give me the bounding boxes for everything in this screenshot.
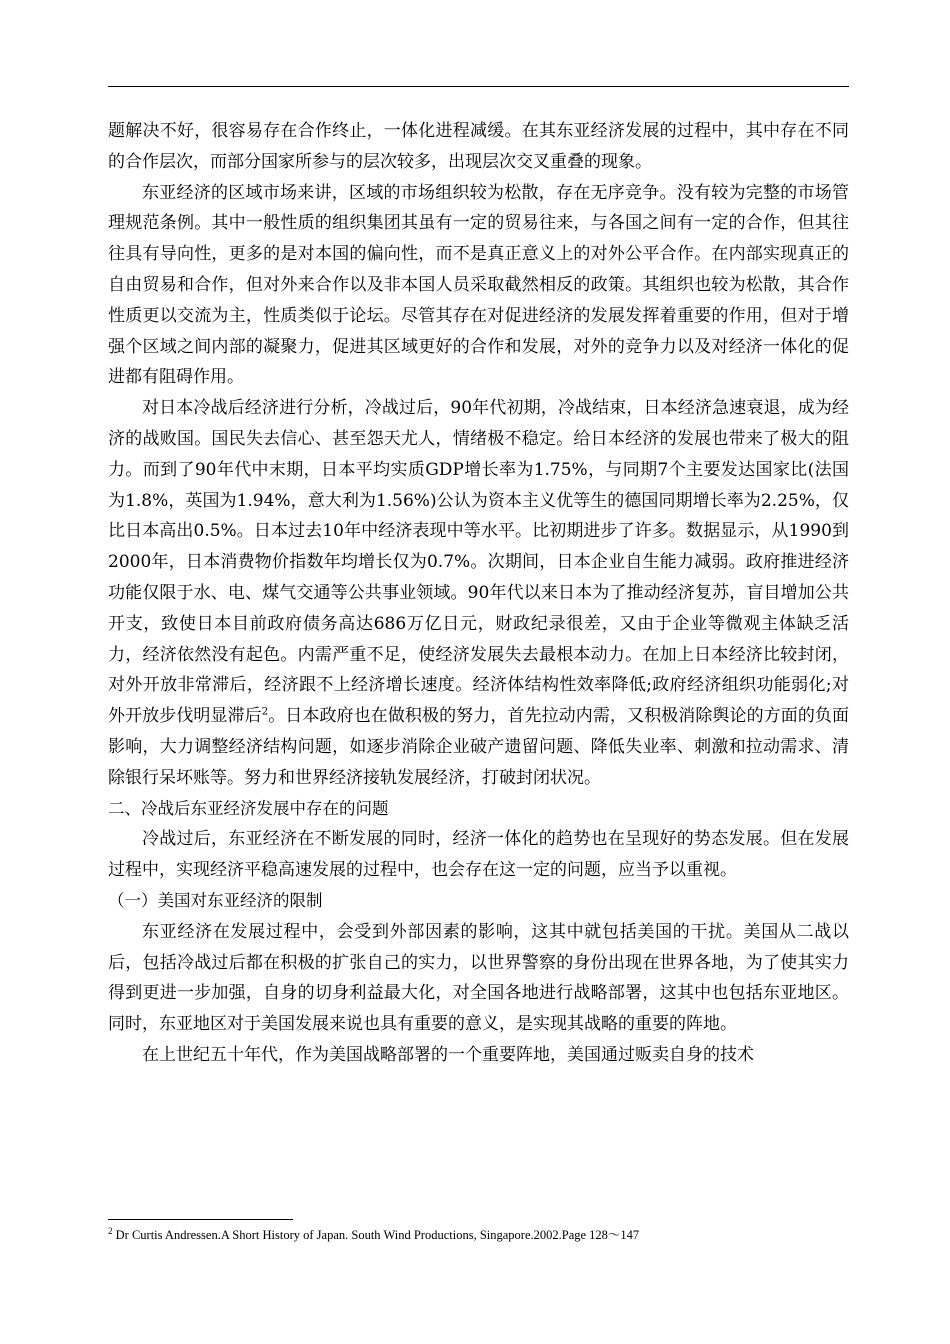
paragraph-continuation: 题解决不好，很容易存在合作终止，一体化进程减缓。在其东亚经济发展的过程中，其中存在不同的合作层次，而部分国家所参与的层次较多，出现层次交叉重叠的现象。 [108,121,849,172]
section-heading: 二、冷战后东亚经济发展中存在的问题 [108,798,389,818]
paragraph-regional-market: 东亚经济的区域市场来讲，区域的市场组织较为松散，存在无序竞争。没有较为完整的市场管理规范条例。其中一般性质的组织集团其虽有一定的贸易往来，与各国之间有一定的合作，但其往往具有导向性，更多的是对本国的偏向性，而不是真正意义上的对外公平合作。在内部实现真正的自由贸易和合作，但对外来合作以及非本国人员采取截然相反的政策。其组织也较为松散，其合作性质更以交流为主，性质类似于论坛。尽管其存在对促进经济的发展发挥着重要的作用，但对于增强个区域之间内部的凝聚力，促进其区域更好的合作和发展，对外的竞争力以及对经济一体化的促进都有阻碍作用。 [108,182,849,388]
paragraph-1950s: 在上世纪五十年代，作为美国战略部署的一个重要阵地，美国通过贩卖自身的技术 [142,1044,754,1065]
paragraph-japan-economy-text: 对日本冷战后经济进行分析，冷战过后，90年代初期，冷战结束，日本经济急速衰退，成为经济的战败国。国民失去信心、甚至怨天尤人，情绪极不稳定。给日本经济的发展也带来了极大的阻力。而到了90年代中末期，日本平均实质GDP增长率为1.75%，与同期7个主要发达国家比(法国为1.8%，英国为1.94%，意大利为1.56%)公认为资本主义优等生的德国同期增长率为2.25%，仅比日本高出0.5%。日本过去10年中经济表现中等水平。比初期进步了许多。数据显示，从1990到2000年，日本消费物价指数年均增长仅为0.7%。次期间，日本企业自生能力减弱。政府推进经济功能仅限于水、电、煤气交通等公共事业领域。90年代以来日本为了推动经济复苏，盲目增加公共开支，致使日本目前政府债务高达686万亿日元，财政纪录很差，又由于企业等微观主体缺乏活力，经济依然没有起色。内需严重不足，使经济发展失去最根本动力。在加上日本经济比较封闭，对外开放非常滞后，经济跟不上经济增长速度。经济体结构性效率降低;政府经济组织功能弱化;对外开放步伐明显滞后 [108,398,849,727]
subsection-heading: （一）美国对东亚经济的限制 [108,890,323,910]
header-rule [108,86,849,87]
paragraph-japan-economy-text-cont: 。日本政府也在做积极的努力，首先拉动内需，又积极消除舆论的方面的负面影响，大力调整经济结构问题，如逐步消除企业破产遗留问题、降低失业率、刺激和拉动需求、清除银行呆坏账等。努力和世界经济接轨发展经济，打破封闭状况。 [108,706,850,788]
paragraph-us-influence: 东亚经济在发展过程中，会受到外部因素的影响，这其中就包括美国的干扰。美国从二战以后，包括冷战过后都在积极的扩张自己的实力，以世界警察的身份出现在世界各地，为了使其实力得到更进一步加强，自身的切身利益最大化，对全国各地进行战略部署，这其中也包括东亚地区。同时，东亚地区对于美国发展来说也具有重要的意义，是实现其战略的重要的阵地。 [108,921,849,1035]
footnote-text: Dr Curtis Andressen.A Short History of Japan. South Wind Productions, Singapore.2002.Page 128～147 [115,1228,640,1242]
footnote-number: 2 [108,1225,113,1236]
document-body [108,116,849,1071]
footnote-separator [108,1219,293,1220]
paragraph-problems-intro: 冷战过后，东亚经济在不断发展的同时，经济一体化的趋势也在呈现好的势态发展。但在发展过程中，实现经济平稳高速发展的过程中，也会存在这一定的问题，应当予以重视。 [108,829,849,881]
footnote-reference[interactable]: 2 [261,706,269,718]
footnote [108,1226,849,1244]
paragraph-japan-economy [108,393,849,793]
